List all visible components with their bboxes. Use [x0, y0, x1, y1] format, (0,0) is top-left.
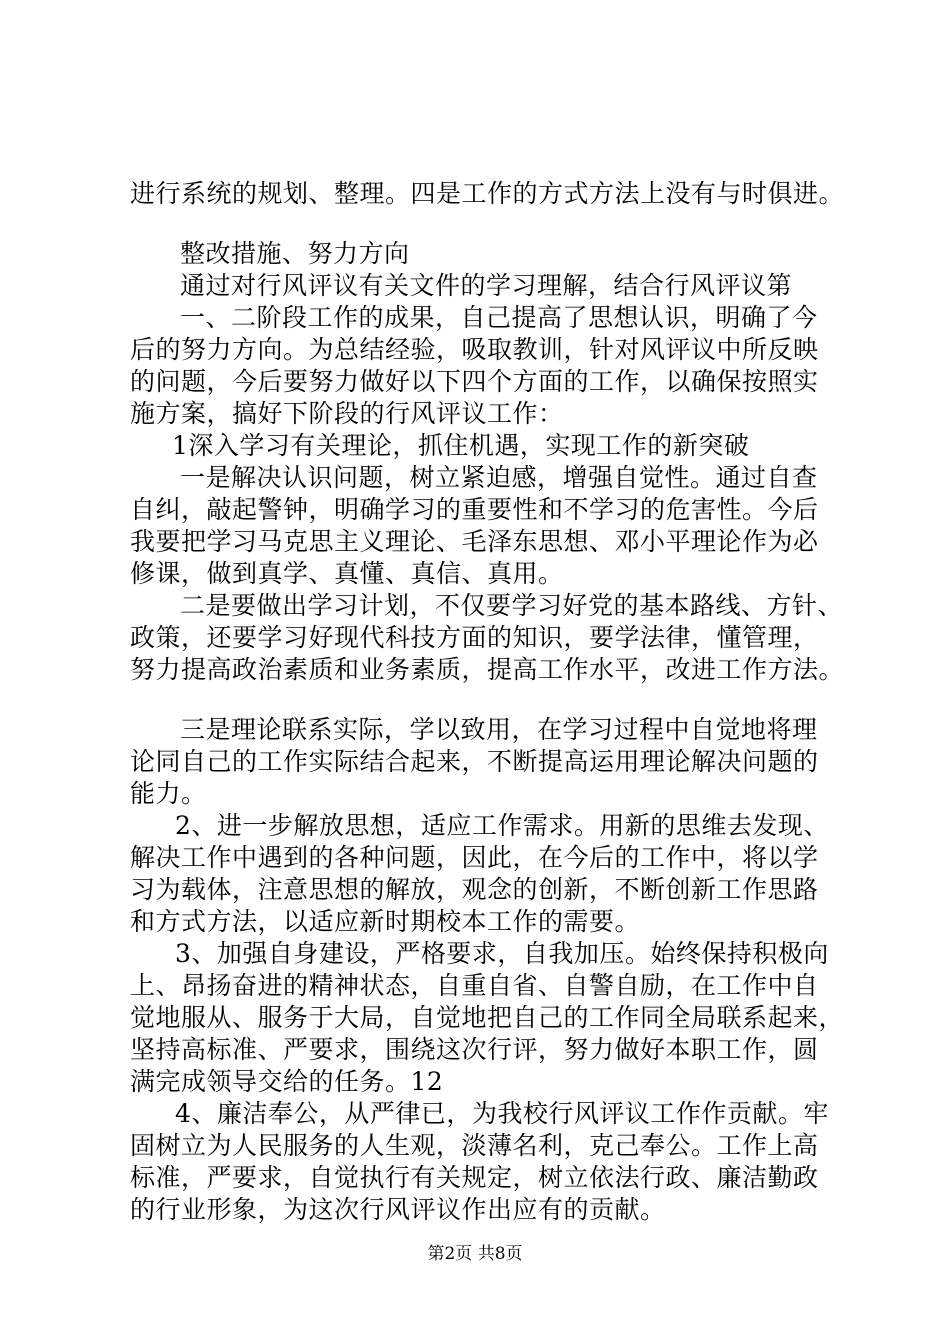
text-line: 一是解决认识问题，树立紧迫感，增强自觉性。通过自查 [180, 463, 818, 492]
text-line: 自纠，敲起警钟，明确学习的重要性和不学习的危害性。今后 [130, 495, 819, 524]
text-line: 坚持高标准、严要求，围绕这次行评，努力做好本职工作，圆 [130, 1035, 819, 1064]
section-heading: 整改措施、努力方向 [180, 239, 410, 268]
text-line: 固树立为人民服务的人生观，淡薄名利，克己奉公。工作上高 [130, 1131, 819, 1160]
text-line: 政策，还要学习好现代科技方面的知识，要学法律，懂管理， [130, 623, 819, 652]
text-line: 论同自己的工作实际结合起来，不断提高运用理论解决问题的 [130, 747, 819, 776]
text-line: 我要把学习马克思主义理论、毛泽东思想、邓小平理论作为必 [130, 527, 819, 556]
text-line: 标准，严要求，自觉执行有关规定，树立依法行政、廉洁勤政 [130, 1163, 819, 1192]
text-line: 一、二阶段工作的成果，自己提高了思想认识，明确了今 [180, 303, 818, 332]
text-line: 的问题，今后要努力做好以下四个方面的工作，以确保按照实 [130, 367, 819, 396]
text-line: 进行系统的规划、整理。四是工作的方式方法上没有与时俱进。 [130, 179, 845, 208]
text-line: 2、进一步解放思想，适应工作需求。用新的思维去发现、 [175, 811, 829, 840]
text-line: 解决工作中遇到的各种问题，因此，在今后的工作中，将以学 [130, 843, 819, 872]
text-line: 努力提高政治素质和业务素质，提高工作水平，改进工作方法。 [130, 655, 845, 684]
text-line: 能力。 [130, 779, 207, 808]
text-line: 三是理论联系实际，学以致用，在学习过程中自觉地将理 [180, 715, 818, 744]
text-line: 修课，做到真学、真懂、真信、真用。 [130, 559, 564, 588]
text-line: 3、加强自身建设，严格要求，自我加压。始终保持积极向 [175, 939, 829, 968]
text-line: 施方案，搞好下阶段的行风评议工作： [130, 399, 564, 428]
text-line: 和方式方法，以适应新时期校本工作的需要。 [130, 907, 641, 936]
subsection-heading: 1深入学习有关理论，抓住机遇，实现工作的新突破 [172, 431, 750, 460]
text-line: 4、廉洁奉公，从严律已，为我校行风评议工作作贡献。牢 [175, 1099, 829, 1128]
text-line: 通过对行风评议有关文件的学习理解，结合行风评议第 [180, 271, 793, 300]
text-line: 二是要做出学习计划，不仅要学习好党的基本路线、方针、 [180, 591, 844, 620]
text-line: 上、昂扬奋进的精神状态，自重自省、自警自励，在工作中自 [130, 971, 819, 1000]
text-line: 觉地服从、服务于大局，自觉地把自己的工作同全局联系起来， [130, 1003, 845, 1032]
text-line: 的行业形象，为这次行风评议作出应有的贡献。 [130, 1195, 666, 1224]
page-number-footer: 第2页 共8页 [427, 1244, 523, 1264]
text-line: 习为载体，注意思想的解放，观念的创新，不断创新工作思路 [130, 875, 819, 904]
text-line: 满完成领导交给的任务。12 [130, 1067, 444, 1096]
text-line: 后的努力方向。为总结经验，吸取教训，针对风评议中所反映 [130, 335, 819, 364]
